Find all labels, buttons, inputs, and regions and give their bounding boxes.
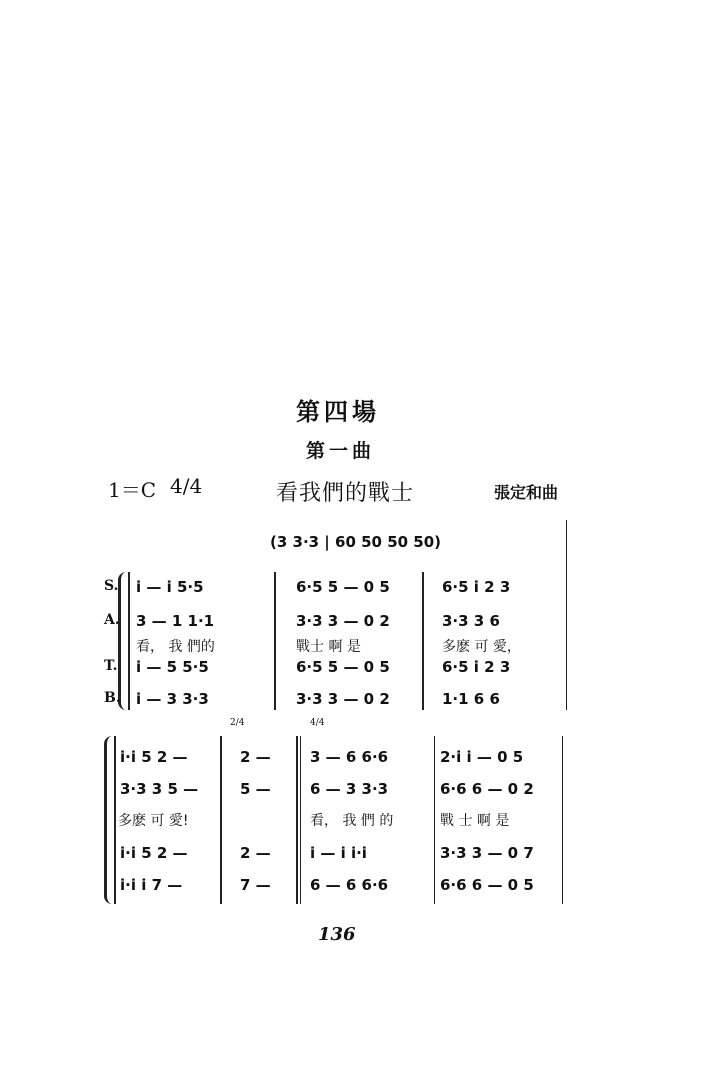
- s2-tenor-m2: 2 —: [240, 844, 271, 862]
- part-label-bass: B.: [104, 690, 121, 706]
- s2-soprano-m4: 2·i i — 0 5: [440, 748, 524, 766]
- key-signature: 1＝C: [108, 478, 157, 502]
- system1-barline-1: [274, 572, 276, 710]
- s1-tenor-m1: i — 5 5·5: [136, 658, 209, 676]
- s1-bass-m3: 1·1 6 6: [442, 690, 500, 708]
- system2-barline-2b: [300, 736, 301, 904]
- system2-barline-2: [296, 736, 298, 904]
- system2-barline-start: [114, 736, 116, 904]
- composer-credit: 張定和曲: [494, 483, 559, 502]
- song-title: 看我們的戰士: [276, 481, 415, 506]
- s1-bass-m2: 3·3 3 — 0 2: [296, 690, 390, 708]
- s1-lyrics-m3: 多麽 可 愛，: [442, 639, 521, 655]
- system2-barline-1: [220, 736, 222, 904]
- system1-barline-end: [566, 520, 567, 710]
- s1-bass-m1: i — 3 3·3: [136, 690, 209, 708]
- part-label-alto: A.: [104, 612, 120, 628]
- piece-number: 第一曲: [306, 440, 376, 462]
- s2-tenor-m3: i — i i·i: [310, 844, 367, 862]
- s2-lyrics-m3: 看， 我 們 的: [310, 813, 394, 829]
- s2-lyrics-m1: 多麽 可 愛!: [118, 813, 189, 829]
- s2-bass-m3: 6 — 6 6·6: [310, 876, 389, 894]
- system1-barline-2: [422, 572, 424, 710]
- s1-alto-m3: 3·3 3 6: [442, 612, 500, 630]
- s2-soprano-m1: i·i 5 2 —: [120, 748, 188, 766]
- time-signature: 4/4: [170, 474, 203, 498]
- s1-tenor-m3: 6·5 i 2 3: [442, 658, 511, 676]
- page-number: 136: [318, 924, 356, 945]
- meter-change-2-4: 2/4: [230, 718, 245, 728]
- s1-alto-m2: 3·3 3 — 0 2: [296, 612, 390, 630]
- scene-title: 第四場: [296, 397, 380, 426]
- s2-alto-m3: 6 — 3 3·3: [310, 780, 389, 798]
- s1-tenor-m2: 6·5 5 — 0 5: [296, 658, 390, 676]
- s2-lyrics-m4: 戰 士 啊 是: [440, 813, 510, 829]
- s2-alto-m2: 5 —: [240, 780, 271, 798]
- s1-alto-m1: 3 — 1 1·1: [136, 612, 215, 630]
- system1-barline-start: [128, 572, 130, 710]
- s1-lyrics-m2: 戰士 啊 是: [296, 639, 361, 655]
- s1-soprano-m2: 6·5 5 — 0 5: [296, 578, 390, 596]
- system2-barline-end: [562, 736, 563, 904]
- s2-alto-m4: 6·6 6 — 0 2: [440, 780, 534, 798]
- s2-soprano-m3: 3 — 6 6·6: [310, 748, 389, 766]
- s2-tenor-m1: i·i 5 2 —: [120, 844, 188, 862]
- s2-bass-m4: 6·6 6 — 0 5: [440, 876, 534, 894]
- part-label-soprano: S.: [104, 578, 119, 594]
- s2-bass-m1: i·i i 7 —: [120, 876, 183, 894]
- s2-tenor-m4: 3·3 3 — 0 7: [440, 844, 534, 862]
- s1-soprano-m1: i — i 5·5: [136, 578, 204, 596]
- part-label-tenor: T.: [104, 658, 118, 674]
- meter-change-4-4: 4/4: [310, 718, 325, 728]
- system2-barline-3: [434, 736, 435, 904]
- s2-alto-m1: 3·3 3 5 —: [120, 780, 199, 798]
- s1-soprano-m3: 6·5 i 2 3: [442, 578, 511, 596]
- intro-phrase: (3 3·3 | 60 50 50 50): [270, 533, 442, 551]
- s2-bass-m2: 7 —: [240, 876, 271, 894]
- s1-lyrics-m1: 看， 我 們的: [136, 639, 215, 655]
- s2-soprano-m2: 2 —: [240, 748, 271, 766]
